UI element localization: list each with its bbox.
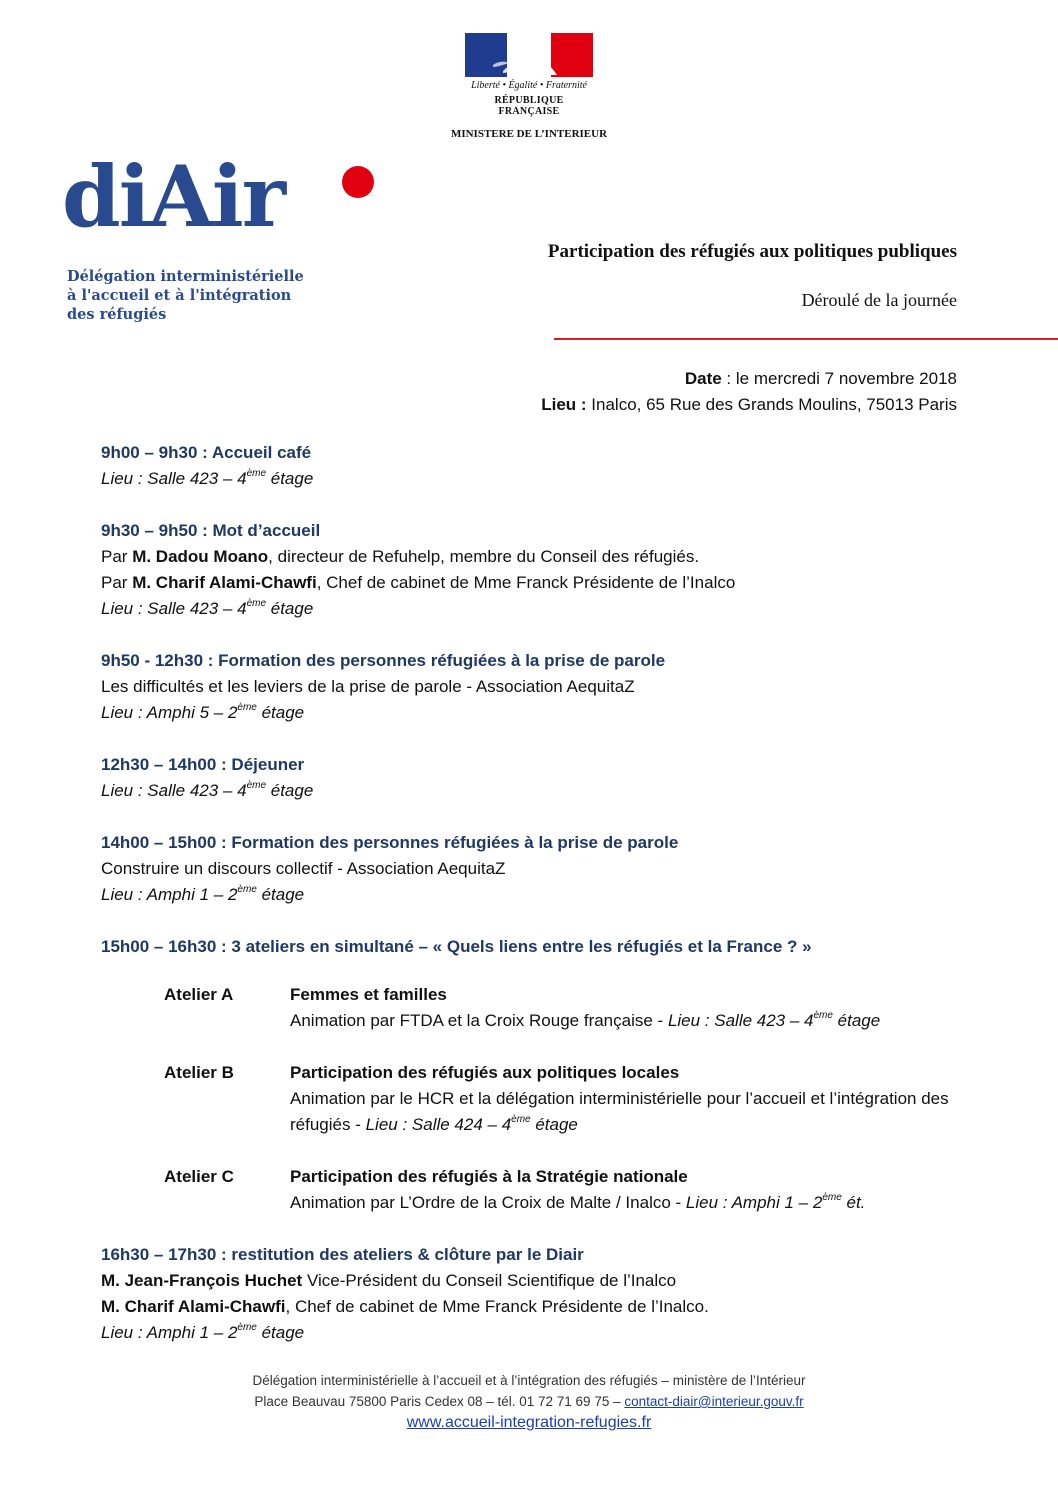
schedule-location: Lieu : Salle 423 – 4ème étage [101,468,314,488]
schedule-time: 9h50 - 12h30 : Formation des personnes réfugiées à la prise de parole [101,651,666,670]
footer-web [0,1412,1058,1433]
schedule-time: 16h30 – 17h30 : restitution des ateliers & clôture par le Diair [101,1245,584,1264]
footer-line: Place Beauvau 75800 Paris Cedex 08 – tél. 01 72 71 69 75 – contact-diair@interieur.gouv.fr [254,1394,804,1409]
diair-logo [62,147,382,252]
document-title: Participation des réfugiés aux politiques publiques [547,241,957,262]
schedule-location: Lieu : Amphi 1 – 2ème étage [101,884,305,904]
atelier-title: Participation des réfugiés à la Stratégie nationale [290,1167,688,1186]
speaker-line: Par M. Charif Alami-Chawfi, Chef de cabinet de Mme Franck Présidente de l’Inalco [101,573,736,592]
speaker-line: Par M. Dadou Moano, directeur de Refuhelp, membre du Conseil des réfugiés. [101,547,700,566]
atelier-label: Atelier A [164,985,234,1004]
atelier-item [164,1060,961,1138]
atelier-item [164,1164,961,1216]
atelier-description: Animation par FTDA et la Croix Rouge française - Lieu : Salle 423 – 4ème étage [290,1010,881,1030]
schedule-item [101,1242,961,1346]
atelier-content [290,982,960,1034]
schedule-item [101,830,961,908]
schedule-time: 9h30 – 9h50 : Mot d’accueil [101,521,321,540]
date-line [541,366,957,392]
atelier-label: Atelier C [164,1167,234,1186]
footer [0,1370,1058,1433]
diair-subtitle-line: à l'accueil et à l'intégration [67,287,292,304]
ministry-label: MINISTERE DE L’INTERIEUR [450,128,608,140]
republic-motto: Liberté • Égalité • Fraternité [471,80,587,91]
atelier-title: Participation des réfugiés aux politiques locales [290,1063,680,1082]
schedule-item [101,934,961,960]
location-label: Lieu : [541,395,587,414]
footer-line: Délégation interministérielle à l’accueil et à l’intégration des réfugiés – ministère de l’Intérieur [252,1373,806,1388]
marianne-profile-icon [483,35,573,77]
location-value: Inalco, 65 Rue des Grands Moulins, 75013 Paris [586,395,957,414]
republique-francaise: RÉPUBLIQUE FRANÇAISE [494,95,564,117]
atelier-content [290,1164,960,1216]
date-value: : le mercredi 7 novembre 2018 [721,369,957,388]
date-label: Date [684,369,722,388]
diair-subtitle-line: Délégation interministérielle [67,268,304,285]
ateliers-list [164,982,961,1216]
email-link[interactable]: contact-diair@interieur.gouv.fr [624,1394,804,1409]
ministry-name [0,128,1058,140]
schedule [101,440,961,1372]
schedule-time: 14h00 – 15h00 : Formation des personnes réfugiées à la prise de parole [101,833,679,852]
event-meta [541,366,957,418]
schedule-time: 15h00 – 16h30 : 3 ateliers en simultané – « Quels liens entre les réfugiés et la France ? » [101,937,812,956]
schedule-description: Les difficultés et les leviers de la prise de parole - Association AequitaZ [101,677,635,696]
atelier-title: Femmes et familles [290,985,447,1004]
atelier-description: Animation par le HCR et la délégation interministérielle pour l’accueil et l’intégration des réfugiés - Lieu : Salle 424 – 4ème étage [290,1089,949,1134]
red-divider [554,338,1058,340]
document-subtitle: Déroulé de la journée [801,290,957,310]
diair-subtitle [67,267,304,324]
location-line [541,392,957,418]
schedule-time: 9h00 – 9h30 : Accueil café [101,443,312,462]
speaker-line: M. Jean-François Huchet Vice-Président du Conseil Scientifique de l’Inalco [101,1271,677,1290]
schedule-item [101,518,961,622]
schedule-location: Lieu : Salle 423 – 4ème étage [101,598,314,618]
schedule-item [101,648,961,726]
atelier-content [290,1060,960,1138]
diair-wordmark: diAir [62,147,284,246]
schedule-location: Lieu : Salle 423 – 4ème étage [101,780,314,800]
atelier-item [164,982,961,1034]
atelier-description: Animation par L’Ordre de la Croix de Malte / Inalco - Lieu : Amphi 1 – 2ème ét. [290,1192,866,1212]
diair-subtitle-line: des réfugiés [67,306,167,323]
schedule-location: Lieu : Amphi 5 – 2ème étage [101,702,305,722]
schedule-location: Lieu : Amphi 1 – 2ème étage [101,1322,305,1342]
website-link[interactable]: www.accueil-integration-refugies.fr [406,1414,652,1431]
diair-red-dot [342,166,374,198]
schedule-description: Construire un discours collectif - Association AequitaZ [101,859,506,878]
schedule-time: 12h30 – 14h00 : Déjeuner [101,755,305,774]
atelier-label: Atelier B [164,1063,234,1082]
marianne-logo [465,33,593,117]
schedule-item [101,440,961,492]
schedule-item [101,752,961,804]
speaker-line: M. Charif Alami-Chawfi, Chef de cabinet de Mme Franck Présidente de l’Inalco. [101,1297,709,1316]
